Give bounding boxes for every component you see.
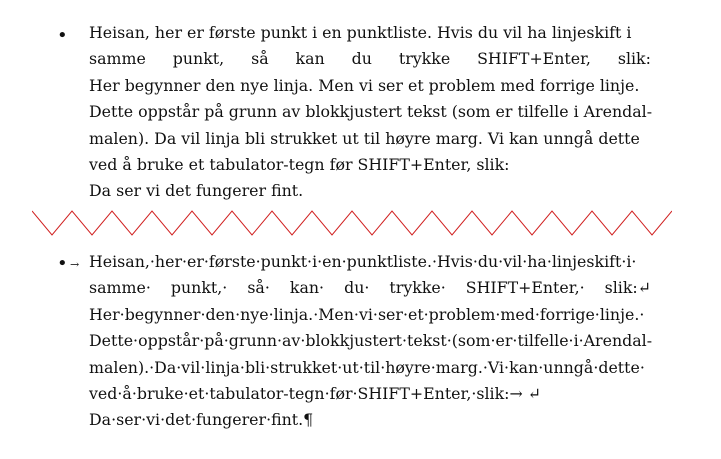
word: slik:↵ [604,278,651,298]
word: punkt, [172,49,225,69]
word: så [251,49,269,69]
word: du· [344,278,370,298]
text-line: Her begynner den nye linja. Men vi ser et problem med forrige linje. [89,75,640,95]
word: samme· [89,278,151,298]
bullet-paragraph-normal[interactable] [89,20,651,205]
word: punkt,· [170,278,228,298]
bullet-paragraph-formatting-marks[interactable] [89,249,651,434]
text-line: Da ser vi det fungerer fint. [89,181,304,201]
text-line: Da·ser·vi·det·fungerer·fint.¶ [89,410,314,430]
bullet-mark: • [57,253,68,274]
text-line: malen).·Da·vil·linja·bli·strukket·ut·til·høyre·marg.·Vi·kan·unngå·dette· [89,357,645,377]
word: samme [89,49,146,69]
word: så· [247,278,270,298]
bullet-mark: • [57,25,68,46]
word: du [351,49,372,69]
tab-arrow-icon: → [70,258,80,271]
word: slik: [617,49,651,69]
text-line: Dette·oppstår·på·grunn·av·blokkjustert·tekst·(som·er·tilfelle·i·Arendal- [89,331,653,351]
zigzag-divider [32,207,672,237]
text-line: ved å bruke et tabulator-tegn før SHIFT+Enter, slik: [89,154,510,174]
word: trykke [398,49,451,69]
text-line: Dette oppstår på grunn av blokkjustert tekst (som er tilfelle i Arendal- [89,102,653,122]
text-line: Heisan, her er første punkt i en punktliste. Hvis du vil ha linjeskift i [89,23,632,42]
text-line-justified [89,46,651,72]
text-line: ved·å·bruke·et·tabulator-tegn·før·SHIFT+Enter,·slik:→ ↵ [89,383,541,403]
word: trykke· [389,278,446,298]
text-line: Her·begynner·den·nye·linja.·Men·vi·ser·et·problem·med·forrige·linje.· [89,304,645,324]
word: kan· [289,278,325,298]
word: SHIFT+Enter, [477,49,591,69]
text-line: malen). Da vil linja bli strukket ut til høyre marg. Vi kan unngå dette [89,128,640,148]
text-line-justified [89,275,651,301]
word: kan [295,49,325,69]
text-line: Heisan,·her·er·første·punkt·i·en·punktliste.·Hvis·du·vil·ha·linjeskift·i· [89,252,637,271]
word: SHIFT+Enter,· [465,278,585,298]
